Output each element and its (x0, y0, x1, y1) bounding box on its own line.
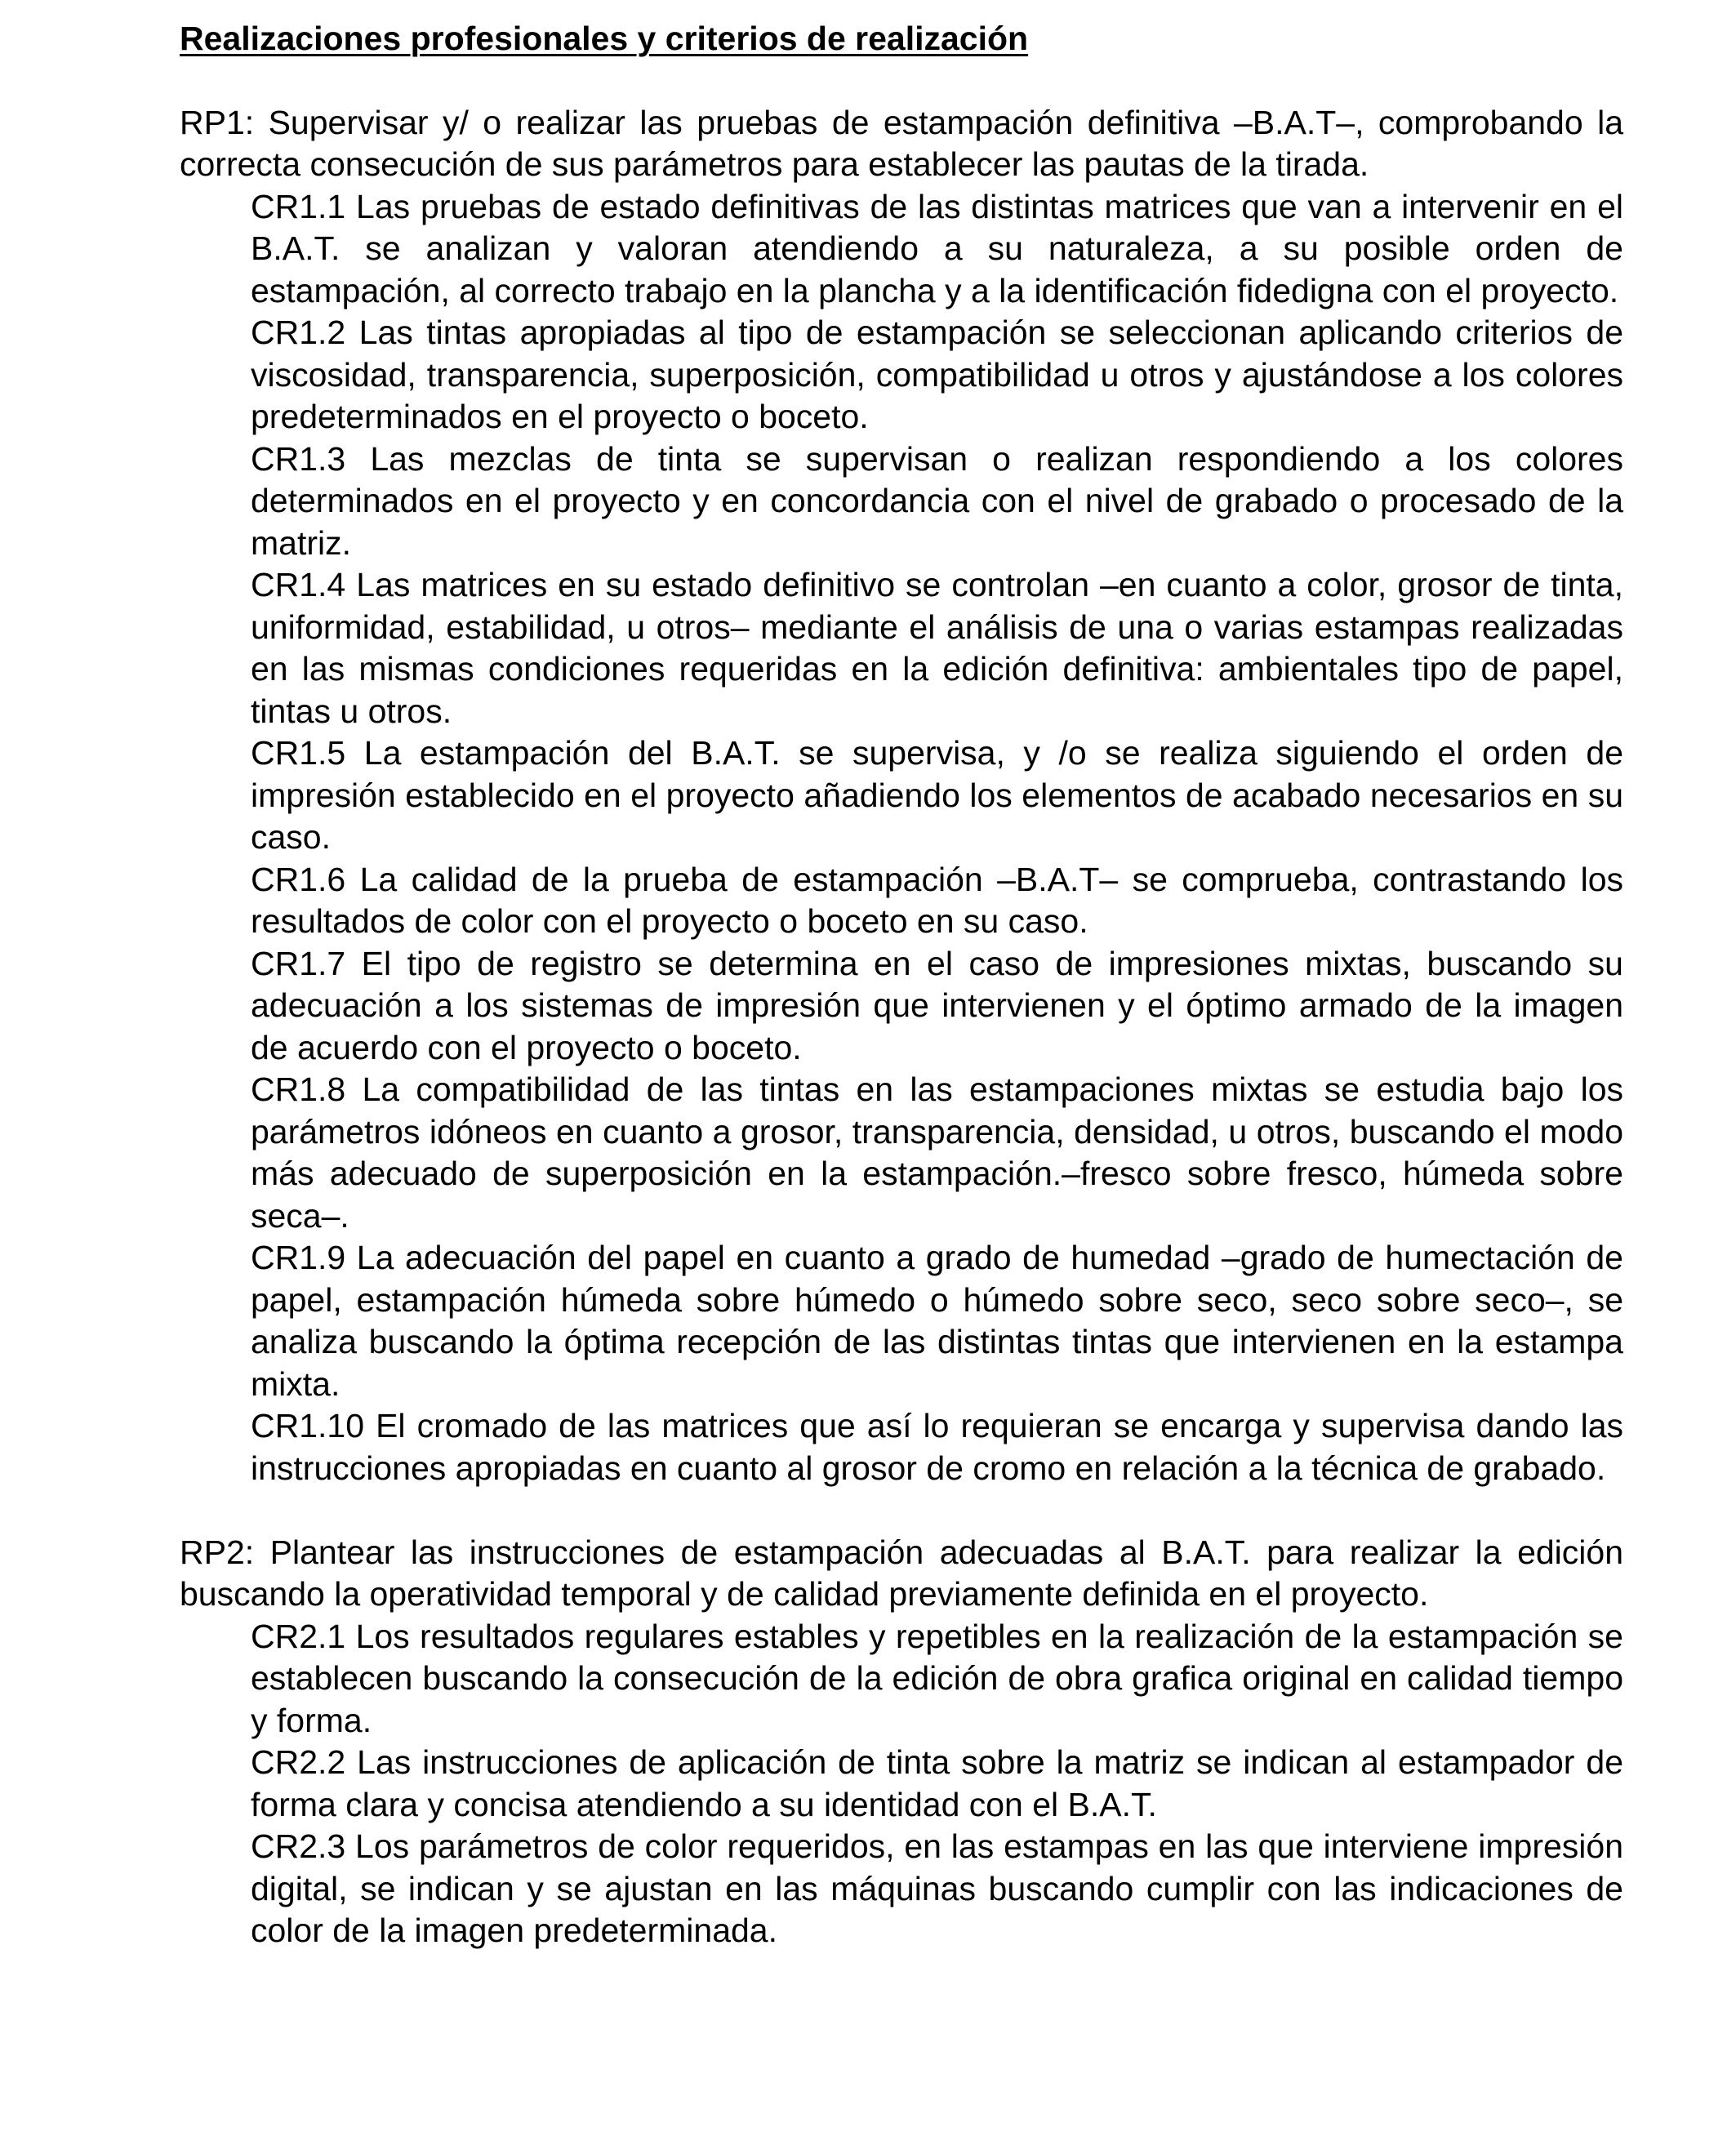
rp1-block (180, 102, 1623, 1490)
criterion-cr1-10: CR1.10 El cromado de las matrices que así lo requieran se encarga y supervisa dando las instrucciones apropiadas en cuanto al grosor de cromo en relación a la técnica de grabado. (251, 1407, 1623, 1487)
rp2-heading: RP2: Plantear las instrucciones de estampación adecuadas al B.A.T. para realizar la edición buscando la operatividad temporal y de calidad previamente definida en el proyecto. (180, 1533, 1623, 1613)
criterion-cr2-2: CR2.2 Las instrucciones de aplicación de tinta sobre la matriz se indican al estampador de forma clara y concisa atendiendo a su identidad con el B.A.T. (251, 1743, 1623, 1823)
criterion-cr1-4: CR1.4 Las matrices en su estado definitivo se controlan –en cuanto a color, grosor de tinta, uniformidad, estabilidad, u otros– mediante el análisis de una o varias estampas realizadas en las mismas condiciones requeridas en la edición definitiva: ambientales tipo de papel, tintas u otros. (251, 566, 1623, 730)
criterion-cr1-2: CR1.2 Las tintas apropiadas al tipo de estampación se seleccionan aplicando criterios de viscosidad, transparencia, superposición, compatibilidad u otros y ajustándose a los colores predeterminados en el proyecto o boceto. (251, 314, 1623, 435)
criterion-cr1-5: CR1.5 La estampación del B.A.T. se supervisa, y /o se realiza siguiendo el orden de impresión establecido en el proyecto añadiendo los elementos de acabado necesarios en su caso. (251, 734, 1623, 856)
criterion-cr1-6: CR1.6 La calidad de la prueba de estampación –B.A.T– se comprueba, contrastando los resultados de color con el proyecto o boceto en su caso. (251, 860, 1623, 940)
criterion-cr1-3: CR1.3 Las mezclas de tinta se supervisan o realizan respondiendo a los colores determinados en el proyecto y en concordancia con el nivel de grabado o procesado de la matriz. (251, 439, 1623, 562)
rp1-heading: RP1: Supervisar y/ o realizar las pruebas de estampación definitiva –B.A.T–, comprobando la correcta consecución de sus parámetros para establecer las pautas de la tirada. (180, 103, 1623, 183)
criterion-cr1-9: CR1.9 La adecuación del papel en cuanto a grado de humedad –grado de humectación de papel, estampación húmeda sobre húmedo o húmedo sobre seco, seco sobre seco–, se analiza buscando la óptima recepción de las distintas tintas que intervienen en la estampa mixta. (251, 1239, 1623, 1403)
criterion-cr1-7: CR1.7 El tipo de registro se determina en el caso de impresiones mixtas, buscando su adecuación a los sistemas de impresión que intervienen y el óptimo armado de la imagen de acuerdo con el proyecto o boceto. (251, 944, 1623, 1066)
criterion-cr1-8: CR1.8 La compatibilidad de las tintas en las estampaciones mixtas se estudia bajo los parámetros idóneos en cuanto a grosor, transparencia, densidad, u otros, buscando el modo más adecuado de superposición en la estampación.–fresco sobre fresco, húmeda sobre seca–. (251, 1070, 1623, 1235)
section-title: Realizaciones profesionales y criterios de realización (180, 20, 1029, 57)
criterion-cr1-1: CR1.1 Las pruebas de estado definitivas de las distintas matrices que van a intervenir en el B.A.T. se analizan y valoran atendiendo a su naturaleza, a su posible orden de estampación, al correcto trabajo en la plancha y a la identificación fidedigna con el proyecto. (251, 187, 1623, 309)
criterion-cr2-1: CR2.1 Los resultados regulares estables y repetibles en la realización de la estampación se establecen buscando la consecución de la edición de obra grafica original en calidad tiempo y forma. (251, 1617, 1623, 1739)
criterion-cr2-3: CR2.3 Los parámetros de color requeridos, en las estampas en las que interviene impresión digital, se indican y se ajustan en las máquinas buscando cumplir con las indicaciones de color de la imagen predeterminada. (251, 1827, 1623, 1949)
document-page (180, 18, 1623, 1994)
rp2-block (180, 1532, 1623, 1952)
